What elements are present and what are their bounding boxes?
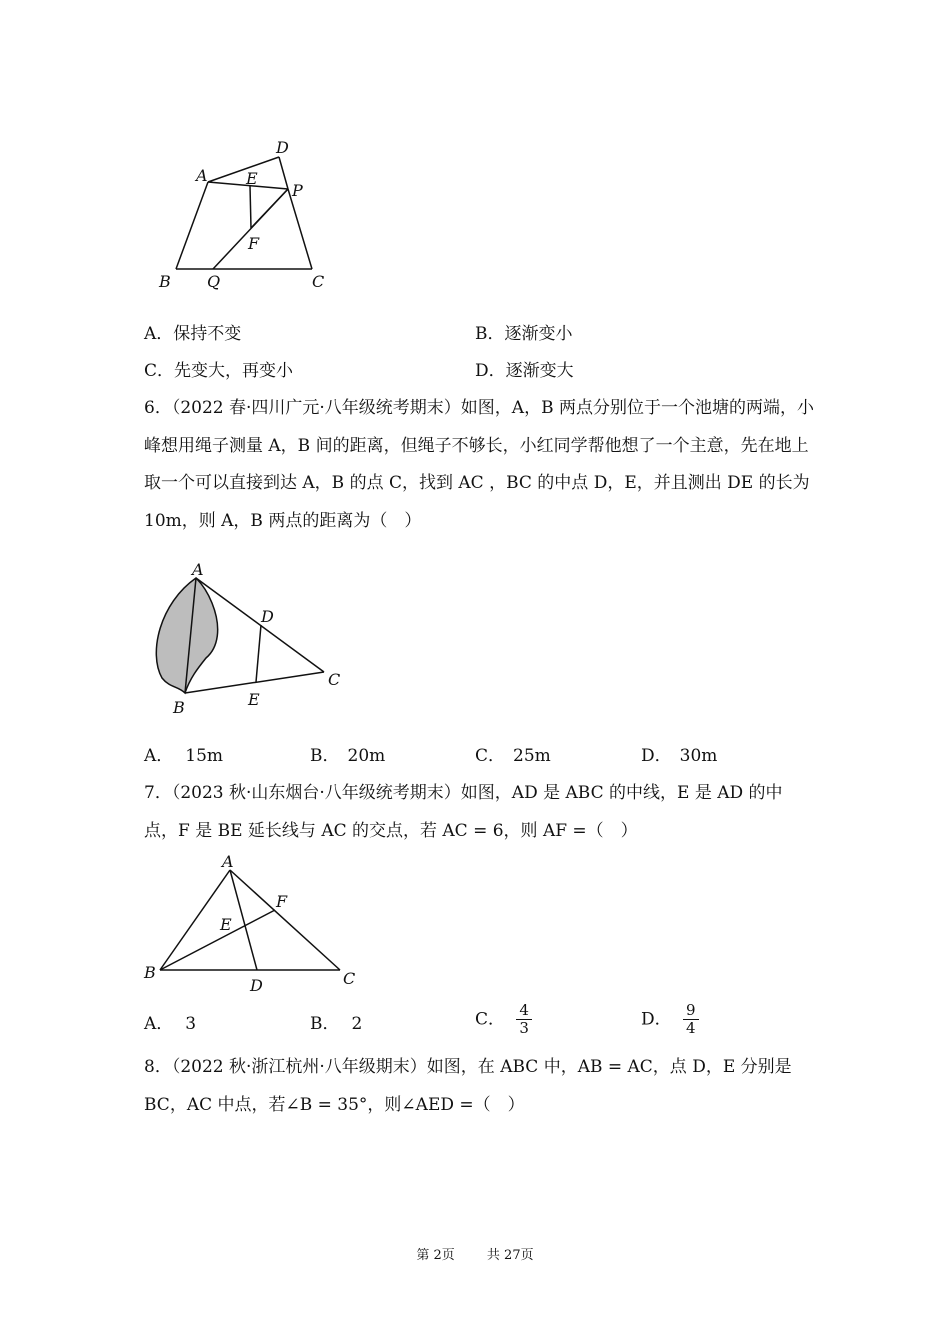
q5-option-b: B．逐渐变小 <box>475 324 573 344</box>
label-B: B <box>144 963 156 982</box>
label-E: E <box>220 915 232 934</box>
q6-text: 6．（2022 春·四川广元·八年级统考期末）如图，A，B 两点分别位于一个池塘的两端，小峰想用绳子测量 A，B 间的距离，但绳子不够长，小红同学帮他想了一个主意，先在地上取一个可以直接到达 A，B 的点 C，找到 AC ，BC 的中点 D，E，并且测出 DE 的长为10m，则 A，B 两点的距离为（ ） <box>144 398 814 531</box>
label-D: D <box>276 138 289 157</box>
page-total: 共 27页 <box>486 1248 534 1263</box>
q7-text: 7．（2023 秋·山东烟台·八年级统考期末）如图，AD 是 ABC 的中线，E 是 AD 的中点，F 是 BE 延长线与 AC 的交点，若 AC = 6，则 AF =（ ） <box>144 783 783 841</box>
fraction-9-4: $\frac{9}{4}$ <box>683 1002 699 1037</box>
label-F: F <box>276 892 288 911</box>
q6-option-a: A． 15m <box>144 746 224 766</box>
q7-option-c: C． $\frac{4}{3}$ <box>475 1002 532 1037</box>
page-number: 第 2页 <box>416 1248 455 1263</box>
label-E: E <box>248 690 260 709</box>
label-A: A <box>222 852 234 871</box>
label-D: D <box>261 607 274 626</box>
q6-option-c: C． 25m <box>475 746 551 766</box>
q5-option-d: D．逐渐变大 <box>475 361 574 381</box>
label-Q: Q <box>207 272 221 291</box>
q6-option-b: B． 20m <box>310 746 386 766</box>
q6-option-d: D． 30m <box>641 746 718 766</box>
label-E: E <box>246 169 258 188</box>
label-C: C <box>328 670 341 689</box>
q5-option-a: A．保持不变 <box>144 324 242 344</box>
label-A: A <box>192 560 204 579</box>
label-B: B <box>173 698 185 717</box>
fraction-4-3: $\frac{4}{3}$ <box>516 1002 532 1037</box>
q5-option-c: C．先变大，再变小 <box>144 361 294 381</box>
q7-option-b: B． 2 <box>310 1014 363 1034</box>
figure-pond <box>150 558 360 723</box>
label-C: C <box>343 969 356 988</box>
label-B: B <box>159 272 171 291</box>
label-D: D <box>250 976 263 995</box>
label-P: P <box>292 181 303 200</box>
figure-triangle-median <box>140 850 365 995</box>
q7-option-d: D． $\frac{9}{4}$ <box>641 1002 699 1037</box>
q8-text: 8．（2022 秋·浙江杭州·八年级期末）如图，在 ABC 中，AB = AC，点 D，E 分别是 BC，AC 中点，若∠B = 35°，则∠AED =（ ） <box>144 1057 792 1115</box>
label-C: C <box>312 272 325 291</box>
figure-quadrilateral <box>150 135 350 295</box>
label-F: F <box>248 234 260 253</box>
label-A: A <box>196 166 208 185</box>
page-footer <box>0 1244 950 1263</box>
q7-option-a: A． 3 <box>144 1014 197 1034</box>
